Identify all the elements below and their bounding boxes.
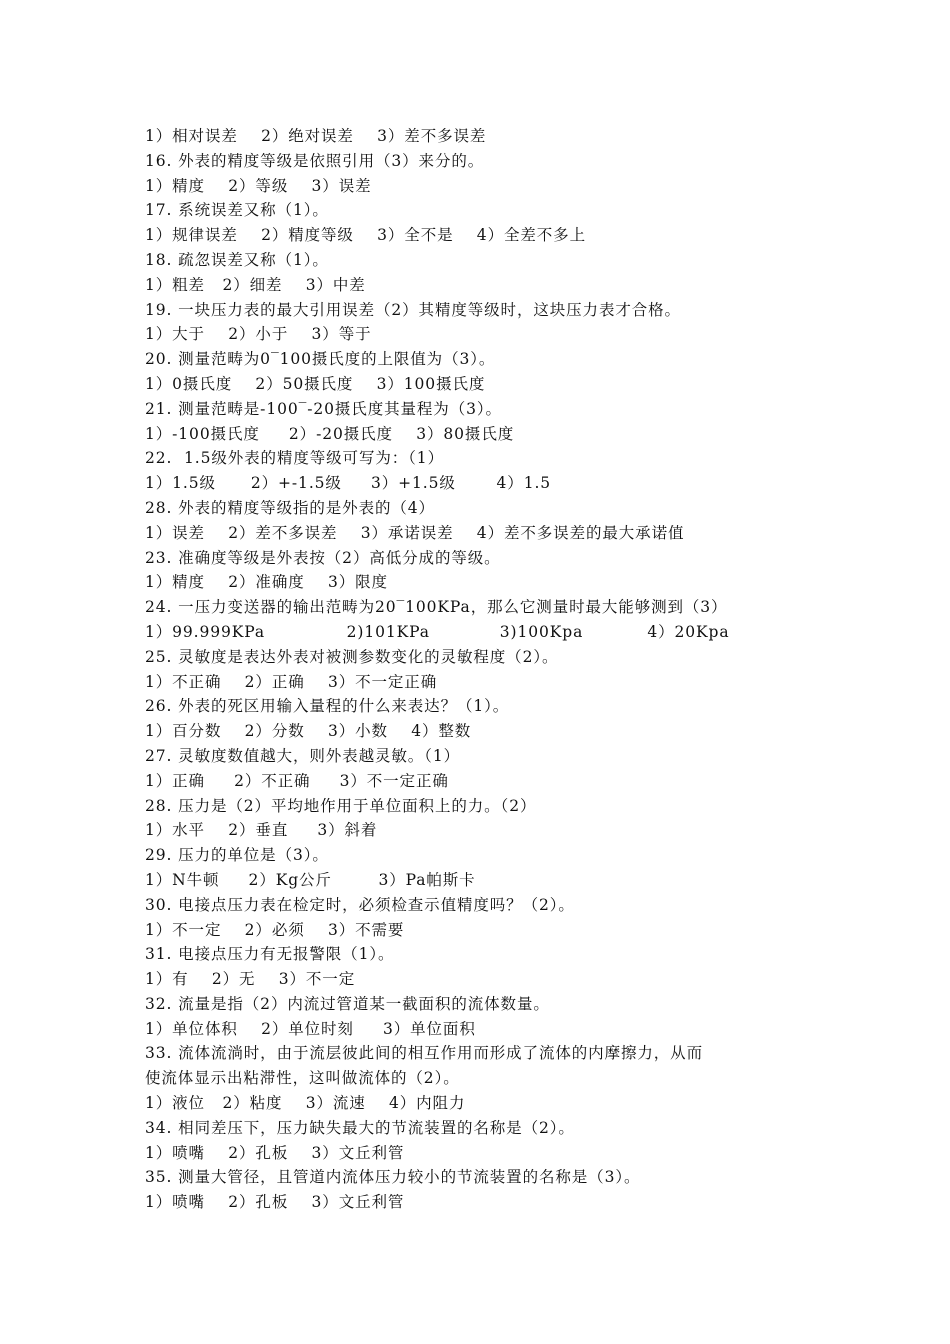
question-list	[145, 124, 835, 1215]
answer-options: 1）99.999KPa 2)101KPa 3)100Kpa 4）20Kpa	[145, 622, 730, 641]
answer-options: 1）不正确 2）正确 3）不一定正确	[145, 672, 438, 691]
answer-options: 1）单位体积 2）单位时刻 3）单位面积	[145, 1019, 476, 1038]
question-31: 31. 电接点压力有无报警限（1）。	[145, 945, 395, 964]
answer-options: 1）N牛顿 2）Kg公斤 3）Pa帕斯卡	[145, 870, 476, 889]
question-17: 17. 系统误差又称（1）。	[145, 201, 329, 220]
question-20: 20. 测量范畴为0‾100摄氏度的上限值为（3）。	[145, 350, 496, 369]
question-32: 32. 流量是指（2）内流过管道某一截面积的流体数量。	[145, 994, 550, 1013]
question-29: 29. 压力的单位是（3）。	[145, 846, 329, 865]
answer-options: 1）水平 2）垂直 3）斜着	[145, 821, 378, 840]
answer-options: 1）误差 2）差不多误差 3）承诺误差 4）差不多误差的最大承诺值	[145, 523, 685, 542]
question-24: 24. 一压力变送器的输出范畴为20‾100KPa，那么它测量时最大能够测到（3）	[145, 598, 728, 617]
question-28a: 28. 外表的精度等级指的是外表的（4）	[145, 498, 435, 517]
answer-options: 1）粗差 2）细差 3）中差	[145, 275, 366, 294]
question-35: 35. 测量大管径，且管道内流体压力较小的节流装置的名称是（3）。	[145, 1168, 641, 1187]
question-27: 27. 灵敏度数值越大，则外表越灵敏。（1）	[145, 746, 460, 765]
question-19: 19. 一块压力表的最大引用误差（2）其精度等级时，这块压力表才合格。	[145, 300, 681, 319]
question-23: 23. 准确度等级是外表按（2）高低分成的等级。	[145, 548, 501, 567]
question-22: 22. 1.5级外表的精度等级可写为：（1）	[145, 449, 444, 468]
question-16: 16. 外表的精度等级是依照引用（3）来分的。	[145, 151, 485, 170]
question-33-continued: 使流体显示出粘滞性，这叫做流体的（2）。	[145, 1069, 460, 1088]
answer-options: 1）大于 2）小于 3）等于	[145, 325, 372, 344]
question-26: 26. 外表的死区用输入量程的什么来表达？（1）。	[145, 697, 510, 716]
answer-options: 1）1.5级 2）+-1.5级 3）+1.5级 4）1.5	[145, 474, 552, 493]
question-25: 25. 灵敏度是表达外表对被测参数变化的灵敏程度（2）。	[145, 647, 559, 666]
answer-options: 1）百分数 2）分数 3）小数 4）整数	[145, 722, 472, 741]
answer-options: 1）液位 2）粘度 3）流速 4）内阻力	[145, 1094, 466, 1113]
question-28b: 28. 压力是（2）平均地作用于单位面积上的力。（2）	[145, 796, 537, 815]
answer-options: 1）精度 2）准确度 3）限度	[145, 573, 388, 592]
answer-options: 1）-100摄氏度 2）-20摄氏度 3）80摄氏度	[145, 424, 515, 443]
answer-options: 1）喷嘴 2）孔板 3）文丘利管	[145, 1193, 405, 1212]
answer-options: 1）有 2）无 3）不一定	[145, 970, 356, 989]
answer-options: 1）0摄氏度 2）50摄氏度 3）100摄氏度	[145, 374, 486, 393]
answer-options: 1）规律误差 2）精度等级 3）全不是 4）全差不多上	[145, 226, 586, 245]
question-33: 33. 流体流淌时，由于流层彼此间的相互作用而形成了流体的内摩擦力，从而	[145, 1044, 703, 1063]
answer-options: 1）相对误差 2）绝对误差 3）差不多误差	[145, 127, 487, 145]
question-21: 21. 测量范畴是-100‾-20摄氏度其量程为（3）。	[145, 399, 502, 418]
answer-options: 1）正确 2）不正确 3）不一定正确	[145, 771, 449, 790]
answer-options: 1）不一定 2）必须 3）不需要	[145, 920, 405, 939]
answer-options: 1）喷嘴 2）孔板 3）文丘利管	[145, 1143, 405, 1162]
question-18: 18. 疏忽误差又称（1）。	[145, 250, 329, 269]
question-30: 30. 电接点压力表在检定时，必须检查示值精度吗？（2）。	[145, 895, 575, 914]
question-34: 34. 相同差压下，压力缺失最大的节流装置的名称是（2）。	[145, 1118, 575, 1137]
answer-options: 1）精度 2）等级 3）误差	[145, 176, 372, 195]
